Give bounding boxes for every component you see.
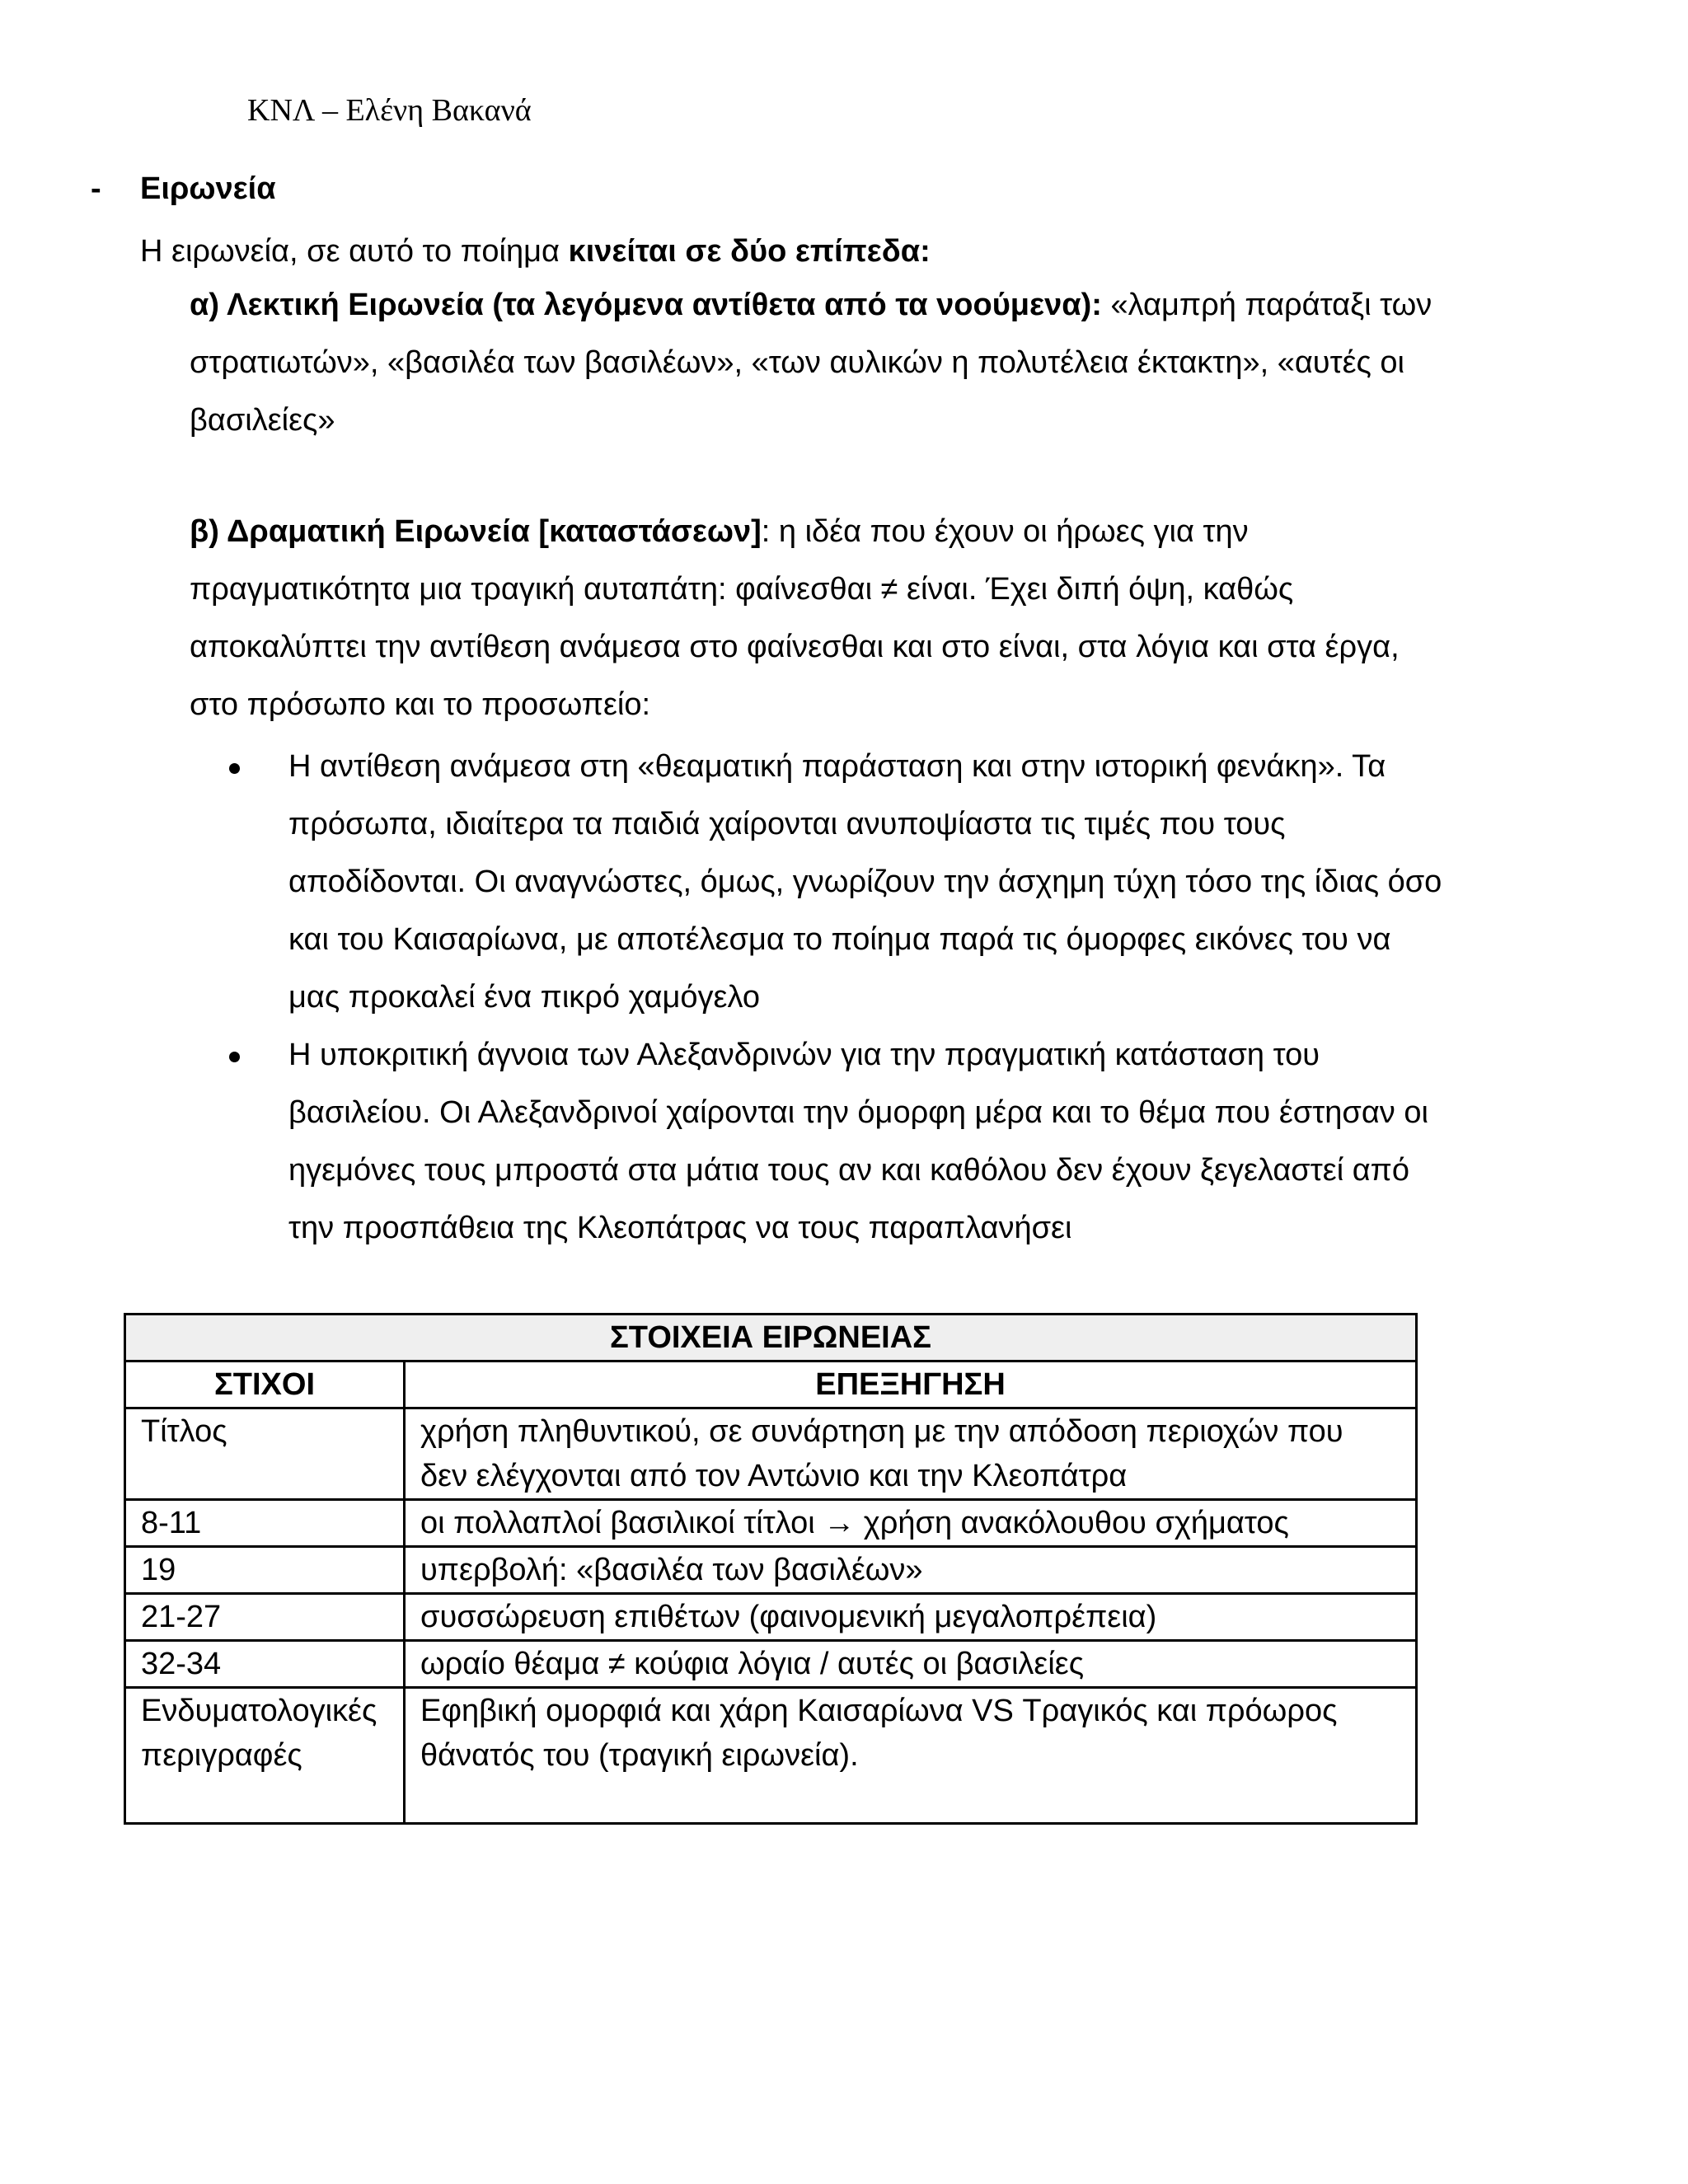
intro-emphasis: κινείται σε δύο επίπεδα: (568, 234, 931, 269)
cell-line: 8-11 (141, 1506, 202, 1540)
verbal-irony-text: «λαμπρή παράταξι των (1101, 288, 1432, 322)
list-item-line: Η υποκριτική άγνοια των Αλεξανδρινών για την πραγματική κατάσταση του (288, 1038, 1320, 1072)
list-item-text (288, 1026, 1525, 1257)
dramatic-irony-paragraph (190, 503, 1508, 733)
cell-line: περιγραφές (141, 1738, 302, 1773)
verbal-irony-line-3: βασιλείες» (190, 403, 335, 438)
explanation-cell (405, 1408, 1417, 1500)
column-header-explanation: ΕΠΕΞΗΓΗΣΗ (405, 1361, 1417, 1408)
cell-line: Ενδυματολογικές (141, 1694, 377, 1728)
dramatic-irony-label: β) Δραματική Ειρωνεία [καταστάσεων] (190, 514, 762, 549)
list-item (239, 738, 1525, 1026)
list-item-line: πρόσωπα, ιδιαίτερα τα παιδιά χαίρονται ανυποψίαστα τις τιμές που τους (288, 807, 1286, 841)
verbal-irony-line-1 (190, 276, 1508, 334)
table-header-row (125, 1361, 1417, 1408)
dramatic-irony-line-1 (190, 503, 1508, 560)
list-item-line: Η αντίθεση ανάμεσα στη «θεαματική παράσταση και στην ιστορική φενάκη». Τα (288, 749, 1386, 784)
cell-line: θάνατός του (τραγική ειρωνεία). (420, 1738, 859, 1773)
section-title: Ειρωνεία (140, 171, 276, 206)
cell-line: δεν ελέγχονται από τον Αντώνιο και την Κλεοπάτρα (420, 1459, 1128, 1493)
verse-cell (125, 1547, 405, 1594)
cell-line: 32-34 (141, 1647, 222, 1681)
dramatic-irony-line-2: πραγματικότητα μια τραγική αυταπάτη: φαίνεσθαι ≠ είναι. Έχει διπή όψη, καθώς (190, 572, 1294, 607)
cell-line: συσσώρευση επιθέτων (φαινομενική μεγαλοπρέπεια) (420, 1600, 1157, 1634)
list-item-line: μας προκαλεί ένα πικρό χαμόγελο (288, 980, 761, 1015)
table-row (125, 1688, 1417, 1824)
table-row (125, 1500, 1417, 1547)
table-title-row (125, 1315, 1417, 1361)
list-item (239, 1026, 1525, 1257)
list-item-line: και του Καισαρίωνα, με αποτέλεσμα το ποίημα παρά τις όμορφες εικόνες του να (288, 922, 1391, 957)
verbal-irony-label: α) Λεκτική Ειρωνεία (τα λεγόμενα αντίθετα από τα νοούμενα): (190, 288, 1102, 322)
irony-elements-table (124, 1313, 1418, 1825)
cell-line: 19 (141, 1553, 176, 1587)
table-row (125, 1594, 1417, 1641)
dramatic-irony-line-4: στο πρόσωπο και το προσωπείο: (190, 687, 651, 722)
explanation-cell (405, 1688, 1417, 1824)
explanation-cell (405, 1641, 1417, 1688)
list-item-line: ηγεμόνες τους μπροστά στα μάτια τους αν και καθόλου δεν έχουν ξεγελαστεί από (288, 1153, 1410, 1188)
table-row (125, 1408, 1417, 1500)
bullet-list (239, 738, 1525, 1257)
cell-line: υπερβολή: «βασιλέα των βασιλέων» (420, 1553, 923, 1587)
list-item-line: βασιλείου. Οι Αλεξανδρινοί χαίρονται την όμορφη μέρα και το θέμα που έστησαν οι (288, 1095, 1428, 1130)
table-row (125, 1641, 1417, 1688)
verse-cell (125, 1641, 405, 1688)
explanation-cell (405, 1500, 1417, 1547)
cell-line: Εφηβική ομορφιά και χάρη Καισαρίωνα VS Τραγικός και πρόωρος (420, 1694, 1338, 1728)
intro-text: Η ειρωνεία, σε αυτό το ποίημα (140, 234, 569, 269)
verse-cell (125, 1408, 405, 1500)
list-item-line: την προσπάθεια της Κλεοπάτρας να τους παραπλανήσει (288, 1211, 1072, 1245)
intro-paragraph (140, 231, 931, 272)
bullet-dot-icon (229, 763, 240, 774)
table-row (125, 1547, 1417, 1594)
verbal-irony-paragraph (190, 276, 1508, 449)
cell-line: χρήση πληθυντικού, σε συνάρτηση με την απόδοση περιοχών που (420, 1414, 1343, 1449)
page-header: ΚΝΛ – Ελένη Βακανά (247, 93, 532, 128)
explanation-cell (405, 1594, 1417, 1641)
table-title: ΣΤΟΙΧΕΙΑ ΕΙΡΩΝΕΙΑΣ (125, 1315, 1417, 1361)
verbal-irony-line-2: στρατιωτών», «βασιλέα των βασιλέων», «των αυλικών η πολυτέλεια έκτακτη», «αυτές οι (190, 345, 1404, 380)
dramatic-irony-text: : η ιδέα που έχουν οι ήρωες για την (761, 514, 1249, 549)
verse-cell (125, 1688, 405, 1824)
list-item-line: αποδίδονται. Οι αναγνώστες, όμως, γνωρίζουν την άσχημη τύχη τόσο της ίδιας όσο (288, 865, 1442, 899)
list-item-text (288, 738, 1525, 1026)
verse-cell (125, 1594, 405, 1641)
explanation-cell (405, 1547, 1417, 1594)
section-bullet: - (91, 171, 101, 206)
column-header-verses: ΣΤΙΧΟΙ (125, 1361, 405, 1408)
dramatic-irony-line-3: αποκαλύπτει την αντίθεση ανάμεσα στο φαίνεσθαι και στο είναι, στα λόγια και στα έργα, (190, 630, 1400, 664)
cell-line: 21-27 (141, 1600, 222, 1634)
bullet-dot-icon (229, 1052, 240, 1062)
verse-cell (125, 1500, 405, 1547)
cell-line: ωραίο θέαμα ≠ κούφια λόγια / αυτές οι βασιλείες (420, 1647, 1085, 1681)
cell-line: Τίτλος (141, 1414, 227, 1449)
cell-line: οι πολλαπλοί βασιλικοί τίτλοι → χρήση ανακόλουθου σχήματος (420, 1506, 1289, 1540)
